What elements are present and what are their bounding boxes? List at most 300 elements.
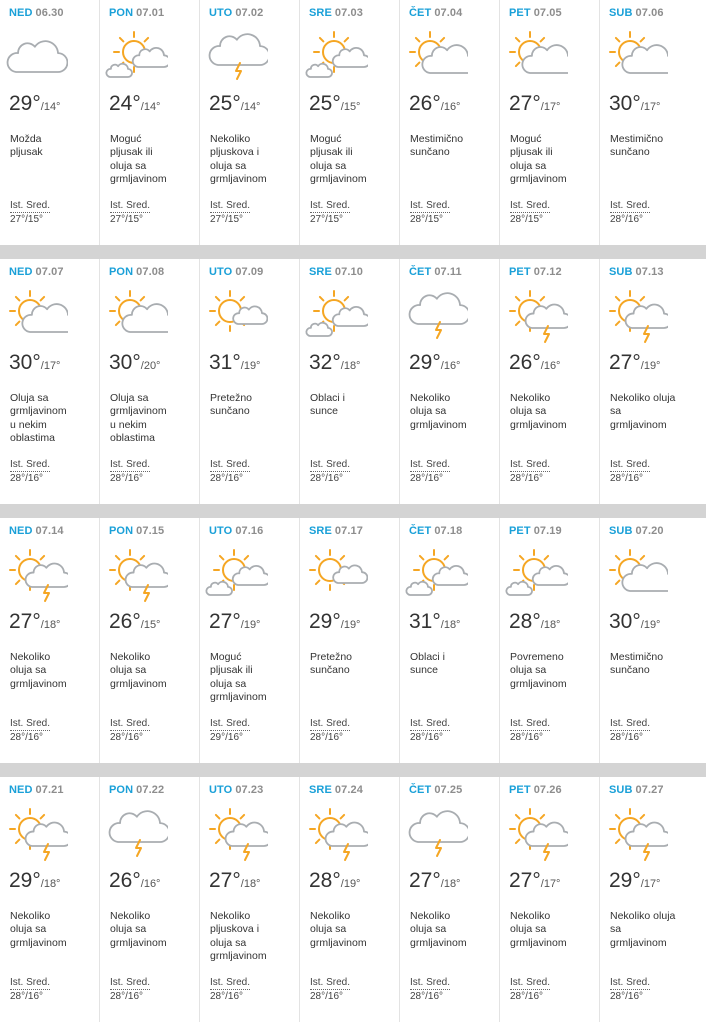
description-line: Nekoliko: [410, 392, 451, 404]
sun-thunder-icon: [4, 804, 68, 862]
day-date: 07.13: [635, 266, 664, 278]
historical-average-label[interactable]: Ist. Sred.: [210, 718, 251, 729]
day-date: 07.12: [533, 266, 562, 278]
weather-description: [210, 651, 296, 705]
high-temp: 30°: [9, 351, 41, 374]
description-line: oluja sa: [110, 159, 147, 172]
historical-average-label[interactable]: Ist. Sred.: [10, 977, 51, 988]
day-date-header: [609, 784, 664, 796]
forecast-day-card[interactable]: [100, 777, 200, 1022]
temperature: [509, 92, 560, 116]
forecast-day-card[interactable]: [300, 777, 400, 1022]
temperature: [109, 92, 160, 116]
weather-description: [210, 910, 296, 964]
day-date: 07.15: [136, 525, 165, 537]
low-temp: /18°: [440, 878, 461, 890]
historical-average-value: 28°/16°: [610, 473, 644, 484]
week-separator: [0, 763, 706, 777]
description-line: oluja sa: [210, 677, 247, 690]
description-line: oluja sa: [110, 923, 147, 936]
temperature: [509, 869, 560, 893]
day-date-header: [9, 266, 64, 278]
description-line: pljusak ili: [110, 146, 153, 159]
day-date: 07.10: [334, 266, 363, 278]
day-date-header: [109, 7, 164, 19]
day-name: NED: [9, 266, 33, 278]
description-line: pljusak: [10, 146, 43, 159]
description-line: pljusak ili: [510, 146, 553, 159]
day-date-header: [209, 525, 263, 537]
description-line: grmljavinom: [610, 936, 667, 949]
weather-description: [110, 133, 196, 187]
description-line: grmljavinom: [410, 936, 467, 949]
temperature: [309, 869, 360, 893]
temperature: [209, 351, 260, 375]
day-name: SUB: [609, 266, 633, 278]
day-date-header: [209, 784, 263, 796]
day-date-header: [9, 7, 64, 19]
low-temp: /16°: [540, 360, 561, 372]
high-temp: 24°: [109, 92, 141, 115]
forecast-day-card[interactable]: [200, 518, 300, 763]
description-line: grmljavinom: [510, 936, 567, 949]
day-name: PET: [509, 784, 531, 796]
description-line: grmljavinom: [110, 173, 167, 186]
forecast-day-card[interactable]: [500, 518, 600, 763]
day-name: PET: [509, 525, 531, 537]
historical-average-label[interactable]: Ist. Sred.: [510, 977, 551, 988]
sun-thunder-icon: [604, 286, 668, 344]
day-date-header: [209, 266, 263, 278]
sun-small-cloud-icon: [304, 545, 368, 603]
high-temp: 30°: [609, 92, 641, 115]
description-line: grmljavinom: [210, 691, 267, 704]
weather-description: [610, 910, 696, 950]
day-name: SRE: [309, 784, 332, 796]
day-date-header: [409, 266, 462, 278]
forecast-day-card[interactable]: [0, 777, 100, 1022]
historical-average-value: 28°/16°: [510, 732, 544, 743]
description-line: sunce: [410, 664, 439, 677]
forecast-day-card[interactable]: [400, 259, 500, 504]
forecast-day-card[interactable]: [0, 518, 100, 763]
temperature: [209, 92, 260, 116]
description-line: Oluja sa: [10, 392, 49, 404]
forecast-week-row: [0, 0, 706, 245]
day-name: ČET: [409, 784, 432, 796]
day-date: 07.01: [136, 7, 165, 19]
temperature: [309, 92, 360, 116]
forecast-day-card[interactable]: [100, 259, 200, 504]
historical-average-label[interactable]: Ist. Sred.: [610, 459, 651, 470]
description-line: grmljavinom: [310, 936, 367, 949]
day-date: 07.26: [533, 784, 562, 796]
description-line: oluja sa: [410, 923, 447, 936]
description-line: grmljavinom: [10, 405, 67, 418]
low-temp: /17°: [40, 360, 61, 372]
high-temp: 25°: [209, 92, 241, 115]
low-temp: /19°: [640, 619, 661, 631]
historical-average-value: 28°/16°: [310, 473, 344, 484]
forecast-day-card[interactable]: [200, 777, 300, 1022]
day-date: 07.05: [533, 7, 562, 19]
description-line: oluja sa: [510, 664, 547, 677]
description-line: oluja sa: [110, 664, 147, 677]
weather-description: [10, 651, 96, 691]
historical-average-value: 29°/16°: [210, 732, 244, 743]
weather-description: [10, 910, 96, 950]
sun-thunder-icon: [504, 286, 568, 344]
description-line: oblastima: [110, 432, 155, 445]
day-date: 07.14: [35, 525, 64, 537]
description-line: oluja sa: [310, 159, 347, 172]
low-temp: /18°: [340, 360, 361, 372]
historical-average-label[interactable]: Ist. Sred.: [310, 977, 351, 988]
forecast-day-card[interactable]: [300, 259, 400, 504]
historical-average-label[interactable]: Ist. Sred.: [310, 718, 351, 729]
low-temp: /18°: [40, 619, 61, 631]
high-temp: 29°: [309, 610, 341, 633]
thunder-cloud-icon: [404, 286, 468, 344]
historical-average-label[interactable]: Ist. Sred.: [10, 200, 51, 211]
description-line: Mestimično: [610, 651, 664, 663]
low-temp: /19°: [340, 878, 361, 890]
day-name: SRE: [309, 525, 332, 537]
weather-description: [210, 133, 296, 187]
historical-average-label[interactable]: Ist. Sred.: [110, 977, 151, 988]
day-name: ČET: [409, 525, 432, 537]
low-temp: /16°: [440, 101, 461, 113]
forecast-day-card[interactable]: [100, 518, 200, 763]
description-line: Možda: [10, 133, 42, 145]
description-line: oluja sa: [210, 159, 247, 172]
forecast-day-card[interactable]: [0, 0, 100, 245]
historical-average-label[interactable]: Ist. Sred.: [410, 718, 451, 729]
day-date-header: [509, 7, 562, 19]
day-date-header: [9, 525, 64, 537]
day-date: 07.24: [334, 784, 363, 796]
description-line: Oluja sa: [110, 392, 149, 404]
description-line: Nekoliko: [110, 651, 151, 663]
day-name: ČET: [409, 7, 432, 19]
high-temp: 28°: [509, 610, 541, 633]
description-line: oluja sa: [510, 923, 547, 936]
description-line: grmljavinom: [110, 405, 167, 418]
historical-average-label[interactable]: Ist. Sred.: [410, 977, 451, 988]
description-line: Mestimično: [610, 133, 664, 145]
description-line: pljusak ili: [310, 146, 353, 159]
historical-average-label[interactable]: Ist. Sred.: [610, 200, 651, 211]
sun-cloud-icon: [504, 27, 568, 85]
historical-average-value: 28°/16°: [310, 732, 344, 743]
weather-description: [510, 910, 596, 950]
weather-description: [410, 133, 496, 160]
day-date-header: [109, 784, 164, 796]
day-date: 07.17: [334, 525, 363, 537]
day-date: 07.18: [434, 525, 463, 537]
forecast-day-card[interactable]: [400, 777, 500, 1022]
low-temp: /19°: [240, 360, 261, 372]
temperature: [409, 869, 460, 893]
weather-description: [410, 651, 496, 678]
temperature: [509, 351, 560, 375]
weather-description: [310, 392, 396, 419]
day-name: SUB: [609, 7, 633, 19]
day-name: SUB: [609, 525, 633, 537]
low-temp: /18°: [540, 619, 561, 631]
temperature: [309, 351, 360, 375]
sun-cloud-small-cloud-icon: [504, 545, 568, 603]
historical-average-label[interactable]: Ist. Sred.: [110, 459, 151, 470]
day-date: 07.16: [235, 525, 264, 537]
day-date-header: [309, 525, 363, 537]
day-name: NED: [9, 784, 33, 796]
description-line: Nekoliko: [310, 910, 351, 922]
historical-average-label[interactable]: Ist. Sred.: [410, 200, 451, 211]
description-line: pljuskova i: [210, 923, 260, 936]
description-line: Moguć: [210, 651, 242, 663]
day-name: UTO: [209, 525, 233, 537]
forecast-day-card[interactable]: [400, 518, 500, 763]
weather-description: [110, 651, 196, 691]
historical-average-label[interactable]: Ist. Sred.: [310, 459, 351, 470]
historical-average-label[interactable]: Ist. Sred.: [210, 459, 251, 470]
description-line: grmljavinom: [10, 677, 67, 690]
day-name: SUB: [609, 784, 633, 796]
temperature: [9, 610, 60, 634]
forecast-week-row: [0, 518, 706, 763]
day-date: 07.21: [35, 784, 64, 796]
day-name: UTO: [209, 7, 233, 19]
historical-average-label[interactable]: Ist. Sred.: [510, 459, 551, 470]
description-line: Nekoliko: [210, 910, 251, 922]
day-name: PON: [109, 784, 134, 796]
description-line: Povremeno: [510, 651, 564, 663]
forecast-day-card[interactable]: [600, 259, 706, 504]
historical-average-label[interactable]: Ist. Sred.: [510, 200, 551, 211]
description-line: u nekim: [10, 418, 47, 431]
weather-description: [610, 651, 696, 678]
forecast-day-card[interactable]: [600, 0, 706, 245]
high-temp: 28°: [309, 869, 341, 892]
sun-thunder-icon: [4, 545, 68, 603]
historical-average-label[interactable]: Ist. Sred.: [310, 200, 351, 211]
low-temp: /16°: [440, 360, 461, 372]
description-line: sunčano: [610, 146, 650, 159]
thunder-cloud-icon: [404, 804, 468, 862]
historical-average-value: 28°/16°: [610, 991, 644, 1002]
description-line: grmljavinom: [10, 936, 67, 949]
historical-average-value: 28°/16°: [510, 473, 544, 484]
sun-cloud-small-cloud-icon: [304, 27, 368, 85]
forecast-day-card[interactable]: [400, 0, 500, 245]
sun-cloud-small-cloud-icon: [104, 27, 168, 85]
forecast-day-card[interactable]: [300, 518, 400, 763]
day-name: UTO: [209, 266, 233, 278]
description-line: Oblaci i: [310, 392, 346, 404]
day-date-header: [609, 266, 664, 278]
temperature: [409, 351, 460, 375]
sun-cloud-icon: [604, 27, 668, 85]
high-temp: 26°: [109, 869, 141, 892]
temperature: [609, 610, 660, 634]
historical-average-label[interactable]: Ist. Sred.: [10, 718, 51, 729]
weather-description: [410, 910, 496, 950]
historical-average-label[interactable]: Ist. Sred.: [10, 459, 51, 470]
temperature: [309, 610, 360, 634]
weather-description: [210, 392, 296, 419]
forecast-day-card[interactable]: [200, 259, 300, 504]
historical-average-value: 28°/16°: [410, 473, 444, 484]
description-line: Nekoliko: [10, 651, 51, 663]
day-date-header: [409, 784, 462, 796]
historical-average-value: 28°/16°: [110, 991, 144, 1002]
description-line: Pretežno: [310, 651, 353, 663]
temperature: [609, 92, 660, 116]
description-line: Nekoliko: [210, 133, 251, 145]
low-temp: /19°: [640, 360, 661, 372]
high-temp: 30°: [609, 610, 641, 633]
weather-description: [310, 133, 396, 187]
high-temp: 27°: [509, 92, 541, 115]
high-temp: 29°: [9, 92, 41, 115]
historical-average-label[interactable]: Ist. Sred.: [210, 200, 251, 211]
low-temp: /15°: [140, 619, 161, 631]
description-line: Mestimično: [410, 133, 464, 145]
day-date-header: [609, 525, 664, 537]
sun-thunder-icon: [504, 804, 568, 862]
sun-thunder-icon: [104, 545, 168, 603]
description-line: oluja sa: [410, 405, 447, 418]
high-temp: 29°: [9, 869, 41, 892]
low-temp: /17°: [540, 101, 561, 113]
temperature: [409, 610, 460, 634]
historical-average-value: 27°/15°: [10, 214, 44, 225]
description-line: sunčano: [310, 664, 350, 677]
high-temp: 31°: [409, 610, 441, 633]
historical-average-value: 28°/16°: [510, 991, 544, 1002]
historical-average-value: 28°/16°: [310, 991, 344, 1002]
historical-average-value: 28°/15°: [510, 214, 544, 225]
day-date: 07.11: [434, 266, 462, 278]
historical-average-label[interactable]: Ist. Sred.: [610, 718, 651, 729]
description-line: oluja sa: [510, 405, 547, 418]
description-line: Nekoliko: [10, 910, 51, 922]
historical-average-value: 28°/16°: [10, 732, 44, 743]
forecast-day-card[interactable]: [100, 0, 200, 245]
description-line: Moguć: [510, 133, 542, 145]
low-temp: /17°: [640, 878, 661, 890]
thunder-cloud-icon: [104, 804, 168, 862]
description-line: sunčano: [410, 146, 450, 159]
day-date: 06.30: [35, 7, 64, 19]
historical-average-label[interactable]: Ist. Sred.: [110, 718, 151, 729]
temperature: [9, 351, 60, 375]
high-temp: 26°: [509, 351, 541, 374]
forecast-day-card[interactable]: [500, 777, 600, 1022]
weather-description: [510, 651, 596, 691]
historical-average-label[interactable]: Ist. Sred.: [410, 459, 451, 470]
weather-description: [510, 133, 596, 187]
weather-description: [310, 910, 396, 950]
description-line: grmljavinom: [510, 173, 567, 186]
forecast-day-card[interactable]: [500, 259, 600, 504]
historical-average-value: 28°/16°: [610, 214, 644, 225]
low-temp: /19°: [240, 619, 261, 631]
sun-cloud-icon: [104, 286, 168, 344]
day-date: 07.03: [334, 7, 363, 19]
description-line: sunčano: [610, 664, 650, 677]
historical-average-value: 28°/16°: [210, 473, 244, 484]
weather-description: [610, 392, 696, 432]
forecast-day-card[interactable]: [0, 259, 100, 504]
low-temp: /17°: [540, 878, 561, 890]
historical-average-value: 28°/16°: [110, 473, 144, 484]
sun-cloud-icon: [604, 545, 668, 603]
historical-average-label[interactable]: Ist. Sred.: [210, 977, 251, 988]
day-name: NED: [9, 7, 33, 19]
day-date-header: [509, 784, 562, 796]
temperature: [109, 869, 160, 893]
forecast-day-card[interactable]: [600, 518, 706, 763]
weather-description: [510, 392, 596, 432]
low-temp: /15°: [340, 101, 361, 113]
description-line: sunce: [310, 405, 339, 418]
forecast-day-card[interactable]: [500, 0, 600, 245]
description-line: oblastima: [10, 432, 55, 445]
temperature: [9, 92, 60, 116]
historical-average-value: 27°/15°: [310, 214, 344, 225]
day-date-header: [309, 7, 363, 19]
forecast-day-card[interactable]: [600, 777, 706, 1022]
high-temp: 27°: [9, 610, 41, 633]
description-line: grmljavinom: [110, 936, 167, 949]
day-date: 07.04: [434, 7, 463, 19]
high-temp: 27°: [409, 869, 441, 892]
week-separator: [0, 504, 706, 518]
day-name: UTO: [209, 784, 233, 796]
weather-description: [610, 133, 696, 160]
description-line: grmljavinom: [210, 173, 267, 186]
day-date-header: [109, 525, 164, 537]
forecast-day-card[interactable]: [200, 0, 300, 245]
description-line: Nekoliko: [510, 392, 551, 404]
forecast-day-card[interactable]: [300, 0, 400, 245]
historical-average-value: 28°/16°: [610, 732, 644, 743]
historical-average-value: 28°/16°: [10, 991, 44, 1002]
high-temp: 29°: [409, 351, 441, 374]
weather-description: [310, 651, 396, 678]
weather-description: [110, 392, 196, 446]
day-date: 07.02: [235, 7, 264, 19]
temperature: [609, 869, 660, 893]
sun-cloud-small-cloud-icon: [204, 545, 268, 603]
temperature: [609, 351, 660, 375]
historical-average-label[interactable]: Ist. Sred.: [610, 977, 651, 988]
historical-average-label[interactable]: Ist. Sred.: [510, 718, 551, 729]
historical-average-value: 28°/16°: [10, 473, 44, 484]
high-temp: 26°: [109, 610, 141, 633]
description-line: Moguć: [110, 133, 142, 145]
description-line: sa: [610, 405, 622, 418]
historical-average-label[interactable]: Ist. Sred.: [110, 200, 151, 211]
temperature: [9, 869, 60, 893]
historical-average-value: 28°/16°: [210, 991, 244, 1002]
sun-cloud-icon: [4, 286, 68, 344]
weather-description: [410, 392, 496, 432]
historical-average-value: 28°/15°: [410, 214, 444, 225]
weather-description: [110, 910, 196, 950]
